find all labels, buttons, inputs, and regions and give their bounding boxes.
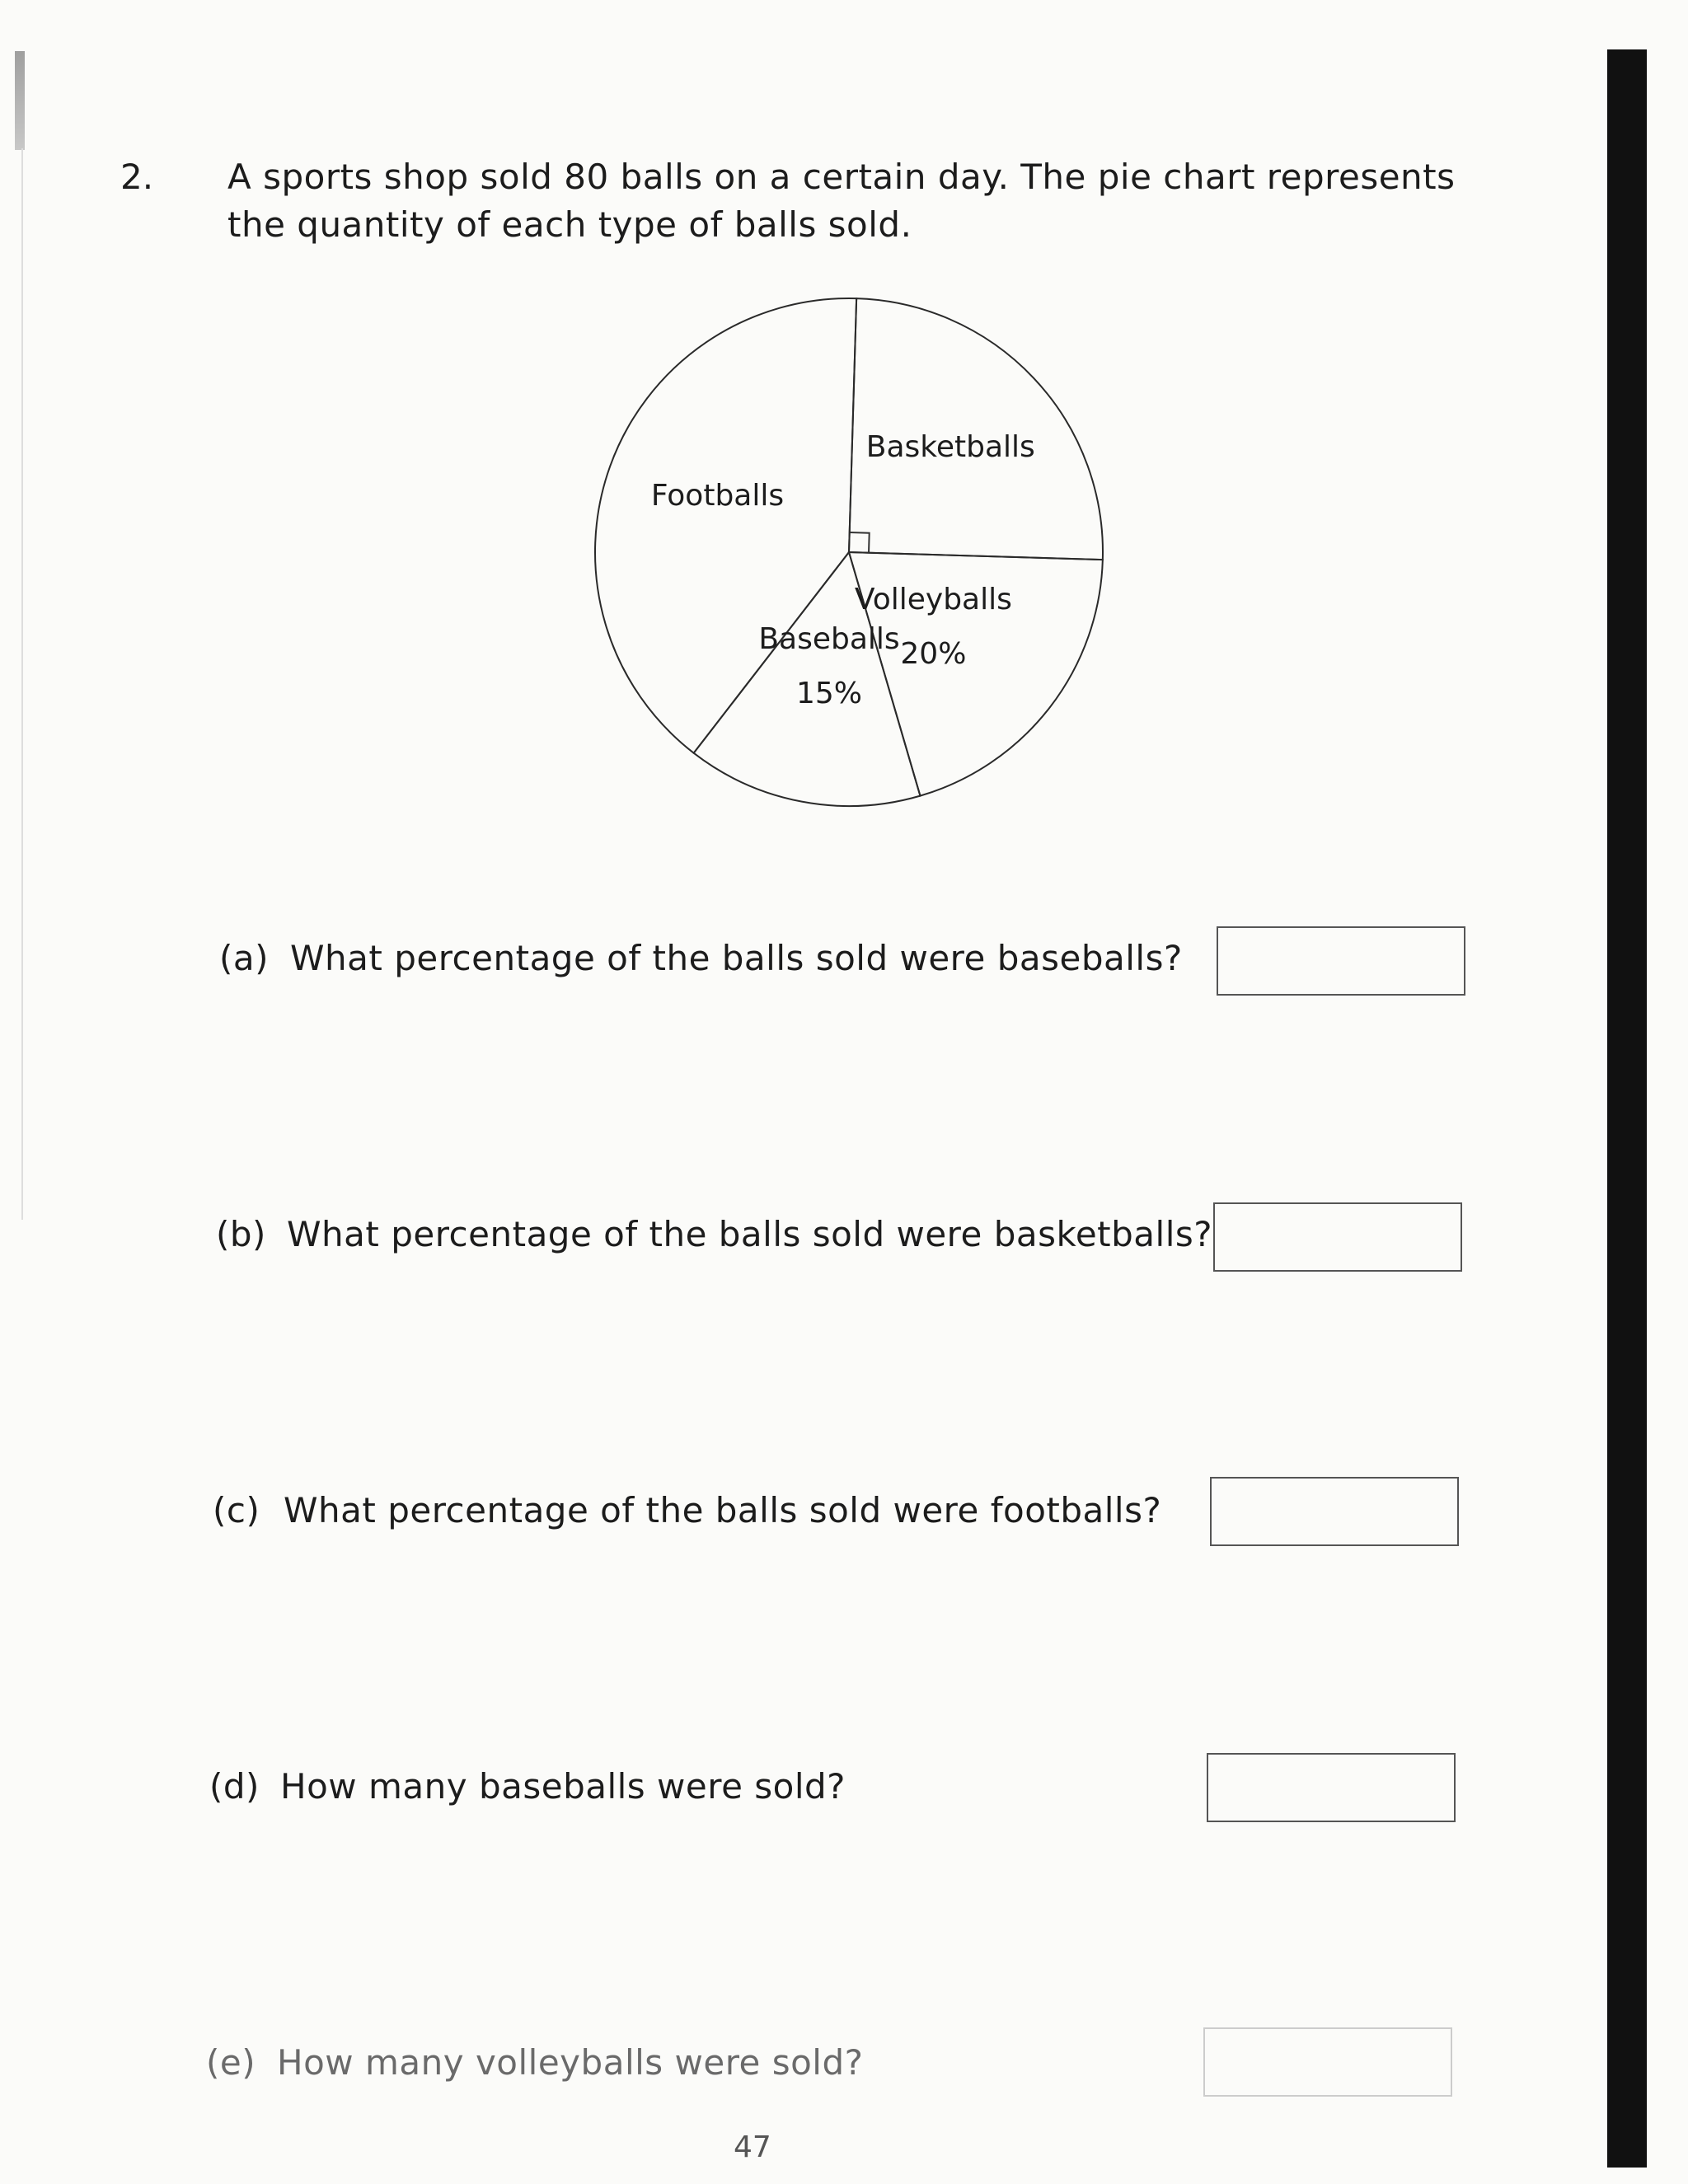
sub-question-c-label: What percentage of the balls sold were footballs? xyxy=(284,1490,1162,1530)
sub-question-a-label: What percentage of the balls sold were baseballs? xyxy=(290,938,1183,978)
sub-question-e-letter: (e) xyxy=(206,2042,256,2083)
scan-binding-bar xyxy=(1607,49,1647,2168)
sub-question-d-label: How many baseballs were sold? xyxy=(280,1766,846,1807)
pie-label-footballs: Footballs xyxy=(650,478,785,513)
pie-value-baseballs: 15% xyxy=(795,677,863,711)
sub-question-d-letter: (d) xyxy=(209,1766,260,1807)
answer-box-e[interactable] xyxy=(1203,2027,1452,2097)
pie-label-volleyballs: Volleyballs xyxy=(854,583,1012,617)
sub-question-b-text xyxy=(216,1214,1212,1254)
answer-box-b[interactable] xyxy=(1213,1202,1462,1272)
pie-chart xyxy=(577,280,1121,824)
pie-labels xyxy=(651,430,1035,710)
answer-box-c[interactable] xyxy=(1210,1477,1459,1546)
answer-box-d[interactable] xyxy=(1207,1753,1456,1822)
page-number: 47 xyxy=(734,2130,771,2164)
scan-edge-line xyxy=(21,148,23,1220)
sub-question-b-letter: (b) xyxy=(216,1214,266,1254)
sub-question-a-letter: (a) xyxy=(219,938,270,978)
sub-question-b-label: What percentage of the balls sold were basketballs? xyxy=(287,1214,1213,1254)
answer-box-a[interactable] xyxy=(1217,926,1465,996)
sub-question-c-text xyxy=(213,1490,1161,1530)
question-number: 2. xyxy=(120,157,154,197)
pie-label-baseballs: Baseballs xyxy=(758,622,900,657)
pie-slices xyxy=(595,298,1103,806)
sub-question-d-text xyxy=(209,1766,846,1807)
question-intro: A sports shop sold 80 balls on a certain day. The pie chart represents the quantity of each type of balls sold. xyxy=(227,157,1456,245)
sub-question-c-letter: (c) xyxy=(213,1490,260,1530)
right-angle-marker xyxy=(850,532,870,553)
pie-label-basketballs: Basketballs xyxy=(865,429,1035,464)
sub-question-e-label: How many volleyballs were sold? xyxy=(277,2042,864,2083)
pie-value-volleyballs: 20% xyxy=(900,637,967,672)
pie-slice-basketballs xyxy=(849,298,1103,560)
sub-question-e-text xyxy=(206,2042,863,2083)
sub-question-a-text xyxy=(219,938,1183,978)
scan-edge-mark xyxy=(15,51,25,150)
